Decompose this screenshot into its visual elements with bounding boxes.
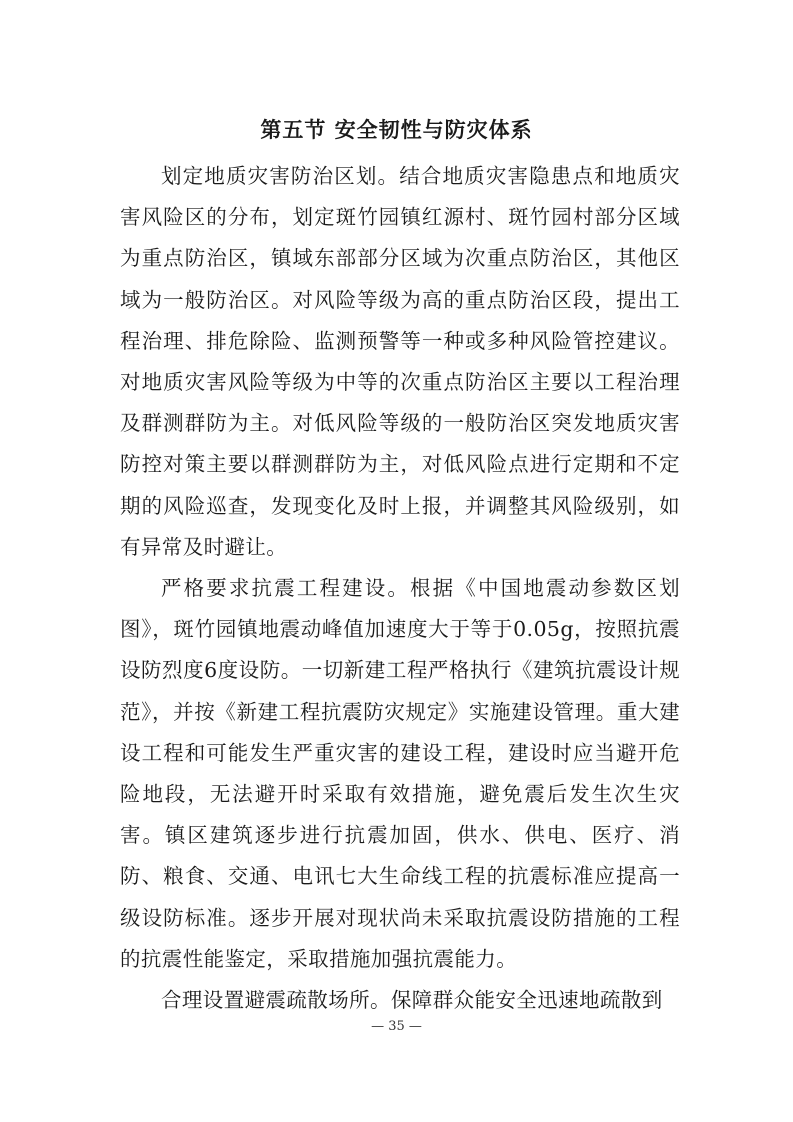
paragraph-evacuation (120, 980, 680, 1021)
paragraph-text: 根据《中国地震动参数区划图》，斑竹园镇地震动峰值加速度大于等于0.05g，按照抗震设防烈度6度设防。一切新建工程严格执行《建筑抗震设计规范》，并按《新建工程抗震防灾规定》实施建设管理。重大建设工程和可能发生严重灾害的建设工程，建设时应当避开危险地段，无法避开时采取有效措施，避免震后发生次生灾害。镇区建筑逐步进行抗震加固，供水、供电、医疗、消防、粮食、交通、电讯七大生命线工程的抗震标准应提高一级设防标准。逐步开展对现状尚未采取抗震设防措施的工程的抗震性能鉴定，采取措施加强抗震能力。 (120, 576, 680, 971)
paragraph-lead: 严格要求抗震工程建设。 (161, 576, 411, 601)
body-text (120, 156, 680, 1021)
section-title: 第五节 安全韧性与防灾体系 (260, 118, 533, 143)
paragraph-text: 结合地质灾害隐患点和地质灾害风险区的分布，划定斑竹园镇红源村、斑竹园村部分区域为重点防治区，镇域东部部分区域为次重点防治区，其他区域为一般防治区。对风险等级为高的重点防治区段，提出工程治理、排危除险、监测预警等一种或多种风险管控建议。对地质灾害风险等级为中等的次重点防治区主要以工程治理及群测群防为主。对低风险等级的一般防治区突发地质灾害防控对策主要以群测群防为主，对低风险点进行定期和不定期的风险巡查，发现变化及时上报，并调整其风险级别，如有异常及时避让。 (120, 164, 680, 559)
paragraph-geologic-hazard (120, 156, 680, 568)
paragraph-seismic (120, 568, 680, 980)
paragraph-lead: 划定地质灾害防治区划。 (161, 164, 400, 188)
paragraph-text: 保障群众能安全迅速地疏散到 (390, 988, 663, 1013)
paragraph-lead: 合理设置避震疏散场所。 (161, 988, 391, 1013)
page-number: — 35 — (371, 1019, 422, 1034)
